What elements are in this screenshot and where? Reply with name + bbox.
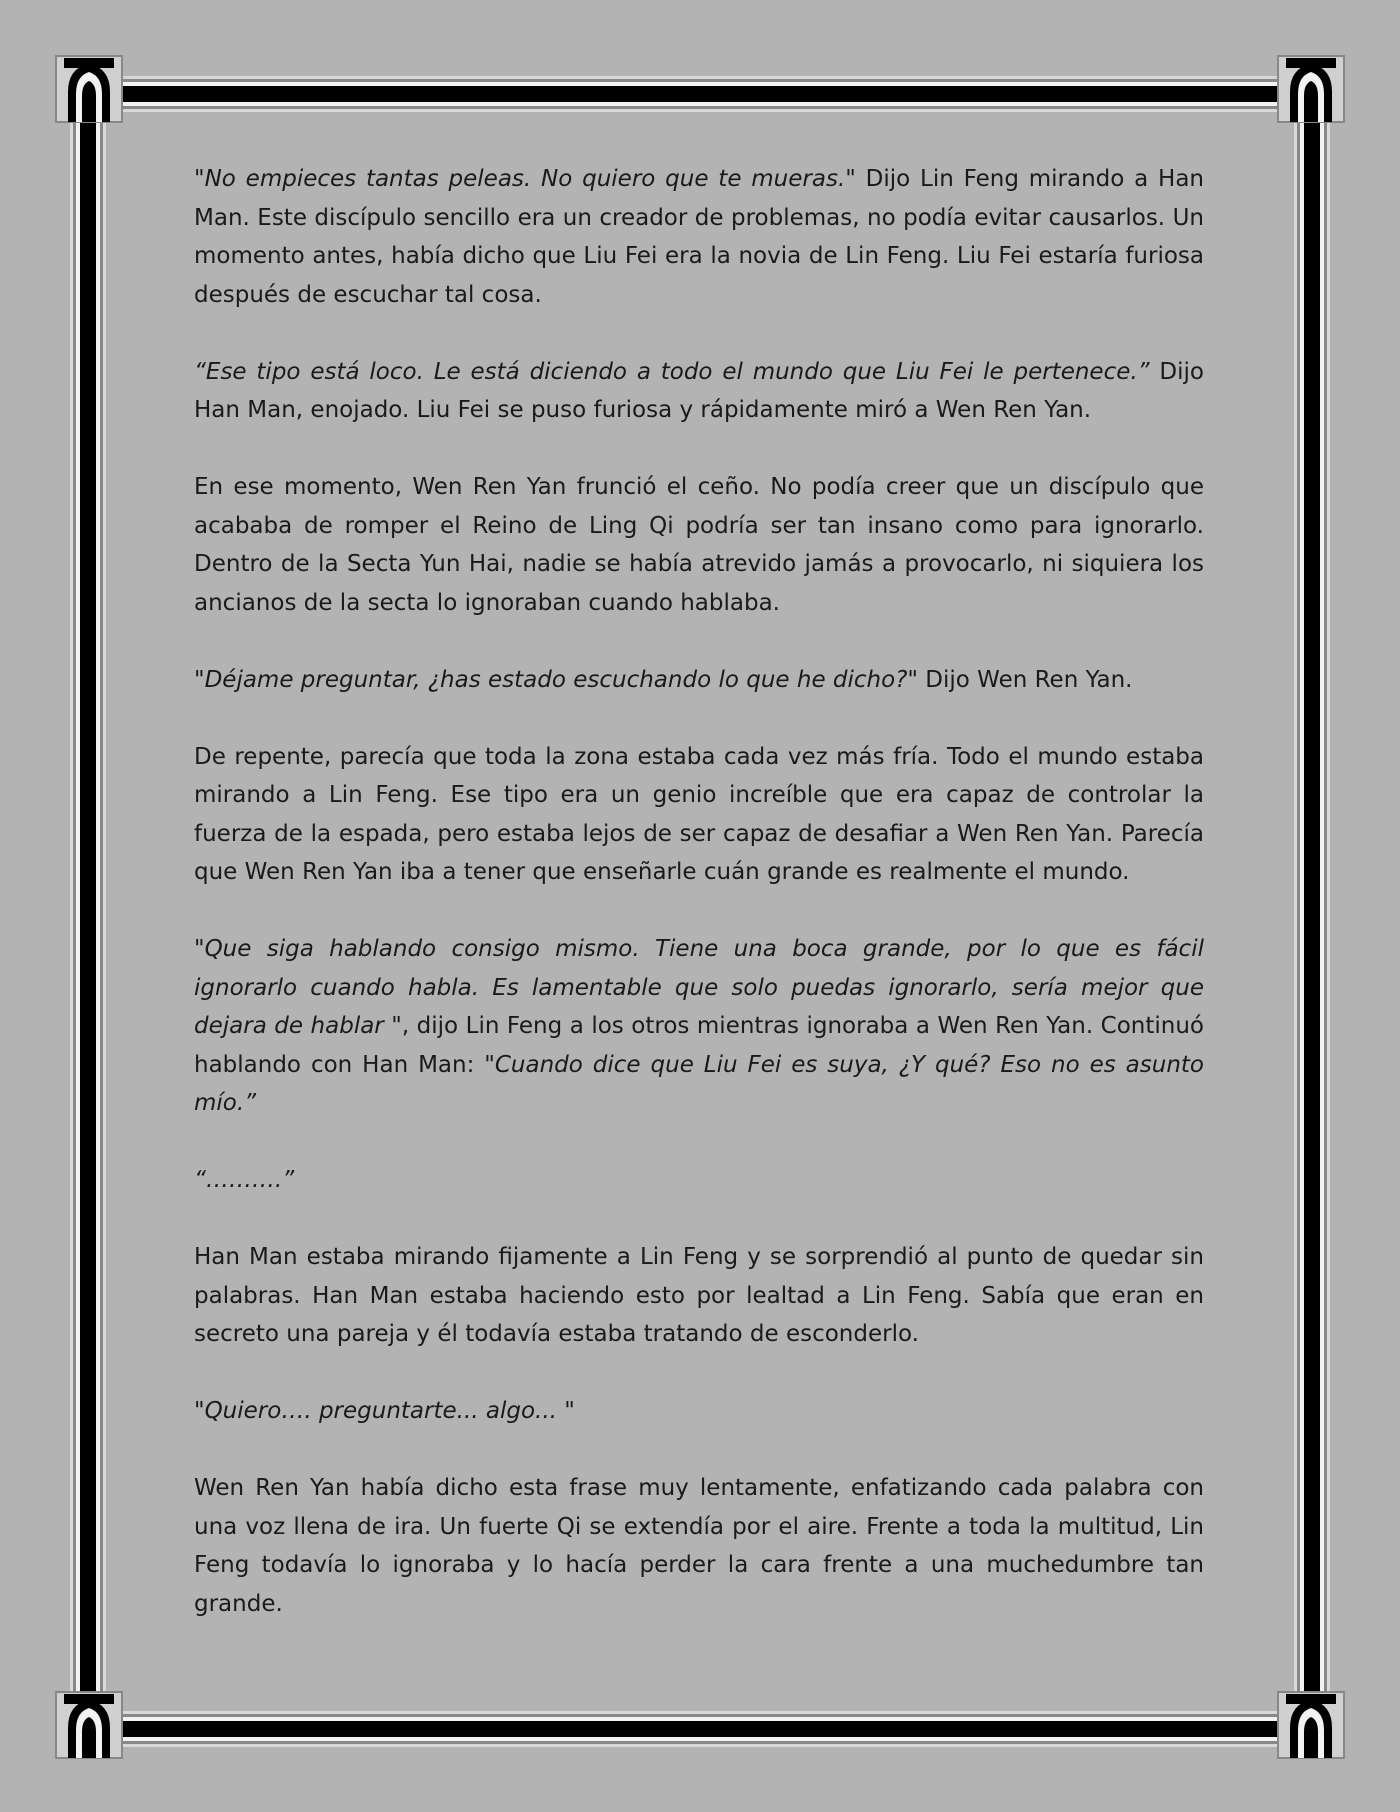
frame-top-bar [110, 76, 1290, 112]
frame-left-bar [70, 110, 106, 1710]
narration-text: De repente, parecía que toda la zona estaba cada vez más fría. Todo el mundo estaba mirando a Lin Feng. Ese tipo era un genio increíble que era capaz de controlar la fuerza de la espada, pero estaba lejos de ser capaz de desafiar a Wen Ren Yan. Parecía que Wen Ren Yan iba a tener que enseñarle cuán grande es realmente el mundo. [194, 743, 1204, 885]
frame-corner-ornament-icon [54, 1690, 124, 1760]
paragraph [194, 661, 1204, 700]
paragraph [194, 353, 1204, 430]
narration-text: Dijo Lin Feng mirando a Han Man. Este discípulo sencillo era un creador de problemas, no podía evitar causarlos. Un momento antes, había dicho que Liu Fei era la novia de Lin Feng. Liu Fei estaría furiosa después de escuchar tal cosa. [194, 166, 1204, 308]
frame-corner-ornament-icon [54, 54, 124, 124]
paragraph [194, 738, 1204, 892]
dialogue-quote: "Quiero…. preguntarte... algo... " [194, 1398, 575, 1424]
paragraph [194, 1392, 1204, 1431]
narration-text: Dijo Han Man, enojado. Liu Fei se puso furiosa y rápidamente miró a Wen Ren Yan. [194, 358, 1204, 423]
dialogue-quote: “Ese tipo está loco. Le está diciendo a todo el mundo que Liu Fei le pertenece.” [194, 358, 1150, 385]
frame-bottom-bar [110, 1711, 1290, 1747]
narration-text: Dijo Wen Ren Yan. [917, 666, 1133, 693]
paragraph [194, 1161, 1204, 1200]
paragraph [194, 468, 1204, 622]
paragraph [194, 160, 1204, 314]
frame-right-bar [1294, 110, 1330, 1710]
dialogue-quote: "Cuando dice que Liu Fei es suya, ¿Y qué? Eso no es asunto mío.” [194, 1051, 1204, 1116]
dialogue-quote: “……….” [194, 1167, 295, 1193]
dialogue-quote: "Déjame preguntar, ¿has estado escuchando lo que he dicho?" [194, 666, 918, 693]
narration-text: Han Man estaba mirando fijamente a Lin Feng y se sorprendió al punto de quedar sin palabras. Han Man estaba haciendo esto por lealtad a Lin Feng. Sabía que eran en secreto una pareja y él todavía estaba tratando de esconderlo. [194, 1244, 1204, 1347]
frame-corner-ornament-icon [1276, 1690, 1346, 1760]
paragraph [194, 930, 1204, 1123]
dialogue-quote: "Que siga hablando consigo mismo. Tiene una boca grande, por lo que es fácil ignorarlo cuando habla. Es lamentable que solo puedas ignorarlo, sería mejor que dejara de hablar " [194, 936, 1204, 1039]
frame-corner-ornament-icon [1276, 54, 1346, 124]
narration-text: En ese momento, Wen Ren Yan frunció el ceño. No podía creer que un discípulo que acababa de romper el Reino de Ling Qi podría ser tan insano como para ignorarlo. Dentro de la Secta Yun Hai, nadie se había atrevido jamás a provocarlo, ni siquiera los ancianos de la secta lo ignoraban cuando hablaba. [194, 474, 1204, 616]
dialogue-quote: "No empieces tantas peleas. No quiero que te mueras." [194, 166, 856, 192]
paragraph [194, 1238, 1204, 1354]
narration-text: Wen Ren Yan había dicho esta frase muy lentamente, enfatizando cada palabra con una voz llena de ira. Un fuerte Qi se extendía por el aire. Frente a toda la multitud, Lin Feng todavía lo ignoraba y lo hacía perder la cara frente a una muchedumbre tan grande. [194, 1475, 1204, 1617]
narration-text: , dijo Lin Feng a los otros mientras ignoraba a Wen Ren Yan. Continuó hablando con Han Man: [194, 1013, 1204, 1078]
document-body [194, 160, 1204, 1662]
paragraph [194, 1469, 1204, 1623]
